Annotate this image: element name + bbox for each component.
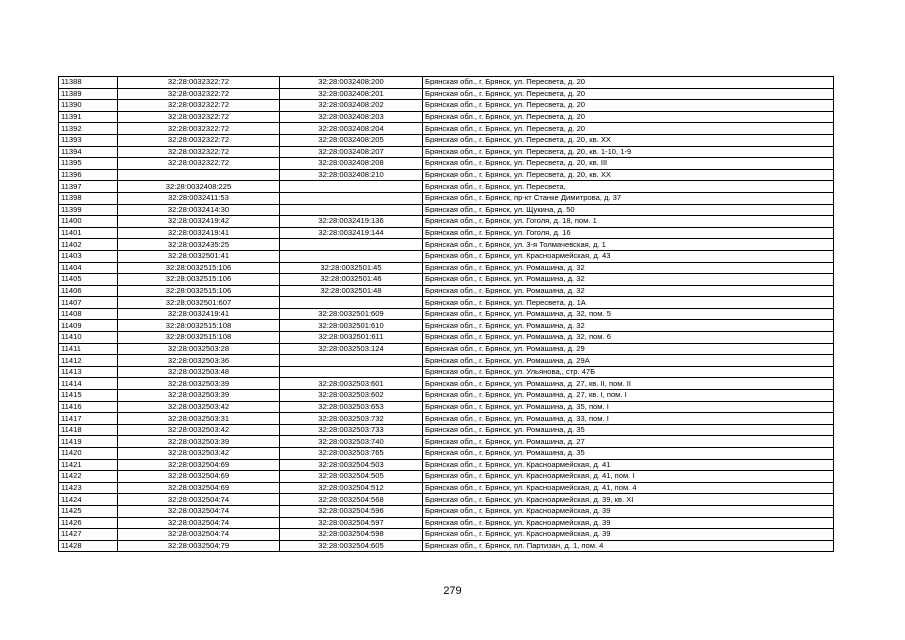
address-cell: Брянская обл., г. Брянск, ул. Ромашина, д. 27, кв. II, пом. II [423,378,834,390]
cadastral-number-cell: 32:28:0032501:41 [118,250,280,262]
table-row [59,540,834,552]
building-cadastral-number-cell: 32:28:0032504:505 [280,471,423,483]
table-body [59,77,834,552]
address-cell: Брянская обл., г. Брянск, ул. Ромашина, д. 29 [423,343,834,355]
table-row [59,482,834,494]
building-cadastral-number-cell: 32:28:0032504:597 [280,517,423,529]
building-cadastral-number-cell: 32:28:0032419:136 [280,216,423,228]
address-cell: Брянская обл., г. Брянск, ул. Пересвета, д. 20 [423,77,834,89]
row-number-cell: 11416 [59,401,118,413]
cadastral-number-cell: 32:28:0032322:72 [118,146,280,158]
building-cadastral-number-cell [280,366,423,378]
building-cadastral-number-cell: 32:28:0032504:503 [280,459,423,471]
address-cell: Брянская обл., г. Брянск, ул. Пересвета, д. 20, кв. XX [423,169,834,181]
building-cadastral-number-cell: 32:28:0032408:210 [280,169,423,181]
building-cadastral-number-cell: 32:28:0032408:200 [280,77,423,89]
row-number-cell: 11405 [59,274,118,286]
cadastral-number-cell: 32:28:0032503:28 [118,343,280,355]
cadastral-number-cell: 32:28:0032504:74 [118,505,280,517]
address-cell: Брянская обл., г. Брянск, ул. Ромашина, д. 33, пом. I [423,413,834,425]
table-row [59,448,834,460]
building-cadastral-number-cell: 32:28:0032408:205 [280,134,423,146]
row-number-cell: 11409 [59,320,118,332]
row-number-cell: 11393 [59,134,118,146]
row-number-cell: 11398 [59,192,118,204]
cadastral-number-cell: 32:28:0032515:106 [118,285,280,297]
cadastral-number-cell: 32:28:0032419:42 [118,216,280,228]
building-cadastral-number-cell [280,250,423,262]
address-cell: Брянская обл., г. Брянск, ул. Красноармейская, д. 41 [423,459,834,471]
address-cell: Брянская обл., г. Брянск, ул. Пересвета, д. 20 [423,88,834,100]
address-cell: Брянская обл., г. Брянск, ул. Красноармейская, д. 43 [423,250,834,262]
row-number-cell: 11428 [59,540,118,552]
cadastral-number-cell: 32:28:0032414:30 [118,204,280,216]
building-cadastral-number-cell: 32:28:0032501:610 [280,320,423,332]
address-cell: Брянская обл., г. Брянск, ул. Ромашина, д. 32 [423,320,834,332]
row-number-cell: 11407 [59,297,118,309]
cadastral-number-cell: 32:28:0032322:72 [118,77,280,89]
building-cadastral-number-cell [280,239,423,251]
cadastral-number-cell: 32:28:0032504:69 [118,471,280,483]
row-number-cell: 11415 [59,390,118,402]
table-row [59,146,834,158]
building-cadastral-number-cell [280,181,423,193]
cadastral-number-cell: 32:28:0032322:72 [118,88,280,100]
row-number-cell: 11397 [59,181,118,193]
row-number-cell: 11399 [59,204,118,216]
cadastral-number-cell: 32:28:0032504:69 [118,459,280,471]
address-cell: Брянская обл., г. Брянск, ул. Пересвета, д. 20 [423,123,834,135]
address-cell: Брянская обл., г. Брянск, ул. Ромашина, д. 32 [423,285,834,297]
building-cadastral-number-cell: 32:28:0032504:568 [280,494,423,506]
row-number-cell: 11421 [59,459,118,471]
cadastral-number-cell: 32:28:0032503:48 [118,366,280,378]
table-row [59,459,834,471]
building-cadastral-number-cell: 32:28:0032408:201 [280,88,423,100]
cadastral-number-cell: 32:28:0032503:42 [118,401,280,413]
cadastral-number-cell: 32:28:0032504:74 [118,517,280,529]
table-row [59,355,834,367]
table-row [59,308,834,320]
building-cadastral-number-cell: 32:28:0032501:45 [280,262,423,274]
address-cell: Брянская обл., г. Брянск, ул. Ромашина, д. 27, кв. I, пом. I [423,390,834,402]
cadastral-number-cell: 32:28:0032503:42 [118,424,280,436]
cadastral-number-cell: 32:28:0032503:39 [118,390,280,402]
table-row [59,424,834,436]
building-cadastral-number-cell: 32:28:0032504:598 [280,529,423,541]
cadastral-number-cell: 32:28:0032503:31 [118,413,280,425]
building-cadastral-number-cell: 32:28:0032503:124 [280,343,423,355]
table-row [59,134,834,146]
row-number-cell: 11400 [59,216,118,228]
row-number-cell: 11419 [59,436,118,448]
row-number-cell: 11406 [59,285,118,297]
table-row [59,216,834,228]
building-cadastral-number-cell: 32:28:0032503:733 [280,424,423,436]
address-cell: Брянская обл., г. Брянск, ул. Гоголя, д. 18, пом. 1 [423,216,834,228]
table-row [59,390,834,402]
address-cell: Брянская обл., г. Брянск, ул. Пересвета, д. 20, кв. 1-10, 1-9 [423,146,834,158]
cadastral-number-cell: 32:28:0032411:53 [118,192,280,204]
building-cadastral-number-cell: 32:28:0032503:653 [280,401,423,413]
table-row [59,378,834,390]
building-cadastral-number-cell: 32:28:0032501:48 [280,285,423,297]
row-number-cell: 11403 [59,250,118,262]
table-row [59,239,834,251]
row-number-cell: 11422 [59,471,118,483]
address-cell: Брянская обл., г. Брянск, пр-кт Станке Димитрова, д. 37 [423,192,834,204]
address-cell: Брянская обл., г. Брянск, ул. Пересвета, д. 20 [423,100,834,112]
table-row [59,158,834,170]
building-cadastral-number-cell: 32:28:0032408:204 [280,123,423,135]
table-row [59,181,834,193]
building-cadastral-number-cell: 32:28:0032503:601 [280,378,423,390]
row-number-cell: 11411 [59,343,118,355]
building-cadastral-number-cell: 32:28:0032503:732 [280,413,423,425]
row-number-cell: 11388 [59,77,118,89]
table-row [59,494,834,506]
row-number-cell: 11413 [59,366,118,378]
row-number-cell: 11408 [59,308,118,320]
table-row [59,111,834,123]
table-row [59,320,834,332]
building-cadastral-number-cell [280,297,423,309]
table-row [59,413,834,425]
row-number-cell: 11426 [59,517,118,529]
table-row [59,169,834,181]
address-cell: Брянская обл., г. Брянск, ул. Пересвета, д. 1А [423,297,834,309]
address-cell: Брянская обл., г. Брянск, ул. Ромашина, д. 35 [423,424,834,436]
row-number-cell: 11418 [59,424,118,436]
table-row [59,250,834,262]
building-cadastral-number-cell: 32:28:0032408:207 [280,146,423,158]
building-cadastral-number-cell [280,204,423,216]
building-cadastral-number-cell: 32:28:0032504:596 [280,505,423,517]
address-cell: Брянская обл., г. Брянск, ул. Ульянова,, стр. 47Б [423,366,834,378]
table-row [59,529,834,541]
row-number-cell: 11389 [59,88,118,100]
row-number-cell: 11417 [59,413,118,425]
row-number-cell: 11404 [59,262,118,274]
table-row [59,471,834,483]
cadastral-number-cell: 32:28:0032322:72 [118,134,280,146]
building-cadastral-number-cell: 32:28:0032501:609 [280,308,423,320]
table-row [59,285,834,297]
building-cadastral-number-cell: 32:28:0032501:611 [280,332,423,344]
table-row [59,204,834,216]
address-cell: Брянская обл., г. Брянск, ул. Ромашина, д. 32, пом. 5 [423,308,834,320]
building-cadastral-number-cell: 32:28:0032408:203 [280,111,423,123]
address-cell: Брянская обл., г. Брянск, ул. Ромашина, д. 32 [423,262,834,274]
table-row [59,274,834,286]
address-cell: Брянская обл., г. Брянск, ул. Красноармейская, д. 41, пом. I [423,471,834,483]
cadastral-number-cell: 32:28:0032515:106 [118,262,280,274]
row-number-cell: 11414 [59,378,118,390]
address-cell: Брянская обл., г. Брянск, ул. Гоголя, д. 16 [423,227,834,239]
property-table [58,76,834,552]
address-cell: Брянская обл., г. Брянск, ул. Ромашина, д. 32 [423,274,834,286]
cadastral-number-cell: 32:28:0032515:108 [118,332,280,344]
table-row [59,77,834,89]
table-row [59,343,834,355]
row-number-cell: 11427 [59,529,118,541]
building-cadastral-number-cell: 32:28:0032504:605 [280,540,423,552]
row-number-cell: 11390 [59,100,118,112]
address-cell: Брянская обл., г. Брянск, ул. Ромашина, д. 35 [423,448,834,460]
cadastral-number-cell: 32:28:0032503:39 [118,378,280,390]
cadastral-number-cell: 32:28:0032515:106 [118,274,280,286]
table-row [59,297,834,309]
building-cadastral-number-cell: 32:28:0032408:208 [280,158,423,170]
address-cell: Брянская обл., г. Брянск, ул. Ромашина, д. 27 [423,436,834,448]
address-cell: Брянская обл., г. Брянск, ул. Пересвета, д. 20, кв. XX [423,134,834,146]
cadastral-number-cell: 32:28:0032322:72 [118,123,280,135]
table-row [59,517,834,529]
cadastral-number-cell: 32:28:0032419:41 [118,227,280,239]
cadastral-number-cell: 32:28:0032419:41 [118,308,280,320]
table-row [59,332,834,344]
page-number: 279 [443,585,462,597]
building-cadastral-number-cell [280,192,423,204]
cadastral-number-cell: 32:28:0032504:79 [118,540,280,552]
address-cell: Брянская обл., г. Брянск, ул. Красноармейская, д. 39 [423,505,834,517]
row-number-cell: 11410 [59,332,118,344]
cadastral-number-cell: 32:28:0032435:25 [118,239,280,251]
cadastral-number-cell: 32:28:0032515:108 [118,320,280,332]
building-cadastral-number-cell: 32:28:0032503:765 [280,448,423,460]
row-number-cell: 11396 [59,169,118,181]
address-cell: Брянская обл., г. Брянск, ул. Ромашина, д. 32, пом. 6 [423,332,834,344]
address-cell: Брянская обл., г. Брянск, ул. Щукина, д. 50 [423,204,834,216]
address-cell: Брянская обл., г. Брянск, ул. Красноармейская, д. 39 [423,517,834,529]
address-cell: Брянская обл., г. Брянск, пл. Партизан, д. 1, пом. 4 [423,540,834,552]
address-cell: Брянская обл., г. Брянск, ул. Красноармейская, д. 41, пом. 4 [423,482,834,494]
row-number-cell: 11420 [59,448,118,460]
building-cadastral-number-cell: 32:28:0032503:602 [280,390,423,402]
table-row [59,192,834,204]
address-cell: Брянская обл., г. Брянск, ул. Пересвета, [423,181,834,193]
building-cadastral-number-cell: 32:28:0032501:46 [280,274,423,286]
address-cell: Брянская обл., г. Брянск, ул. Пересвета, д. 20 [423,111,834,123]
cadastral-number-cell: 32:28:0032504:74 [118,529,280,541]
row-number-cell: 11395 [59,158,118,170]
address-cell: Брянская обл., г. Брянск, ул. 3-я Толмачевская, д. 1 [423,239,834,251]
building-cadastral-number-cell: 32:28:0032504:512 [280,482,423,494]
table-row [59,262,834,274]
table-row [59,100,834,112]
table-row [59,505,834,517]
table-row [59,88,834,100]
cadastral-number-cell: 32:28:0032322:72 [118,158,280,170]
cadastral-number-cell [118,169,280,181]
address-cell: Брянская обл., г. Брянск, ул. Ромашина, д. 29А [423,355,834,367]
address-cell: Брянская обл., г. Брянск, ул. Красноармейская, д. 39 [423,529,834,541]
table-row [59,436,834,448]
row-number-cell: 11402 [59,239,118,251]
building-cadastral-number-cell [280,355,423,367]
table-row [59,401,834,413]
cadastral-number-cell: 32:28:0032322:72 [118,111,280,123]
cadastral-number-cell: 32:28:0032501:607 [118,297,280,309]
building-cadastral-number-cell: 32:28:0032503:740 [280,436,423,448]
cadastral-number-cell: 32:28:0032322:72 [118,100,280,112]
building-cadastral-number-cell: 32:28:0032408:202 [280,100,423,112]
row-number-cell: 11394 [59,146,118,158]
table-row [59,366,834,378]
cadastral-number-cell: 32:28:0032503:39 [118,436,280,448]
row-number-cell: 11425 [59,505,118,517]
row-number-cell: 11424 [59,494,118,506]
cadastral-number-cell: 32:28:0032504:69 [118,482,280,494]
cadastral-number-cell: 32:28:0032504:74 [118,494,280,506]
table-row [59,227,834,239]
address-cell: Брянская обл., г. Брянск, ул. Ромашина, д. 35, пом. I [423,401,834,413]
address-cell: Брянская обл., г. Брянск, ул. Пересвета, д. 20, кв. III [423,158,834,170]
table-row [59,123,834,135]
row-number-cell: 11401 [59,227,118,239]
row-number-cell: 11423 [59,482,118,494]
row-number-cell: 11391 [59,111,118,123]
cadastral-number-cell: 32:28:0032408:225 [118,181,280,193]
address-cell: Брянская обл., г. Брянск, ул. Красноармейская, д. 39, кв. XI [423,494,834,506]
row-number-cell: 11392 [59,123,118,135]
row-number-cell: 11412 [59,355,118,367]
cadastral-number-cell: 32:28:0032503:36 [118,355,280,367]
cadastral-number-cell: 32:28:0032503:42 [118,448,280,460]
building-cadastral-number-cell: 32:28:0032419:144 [280,227,423,239]
